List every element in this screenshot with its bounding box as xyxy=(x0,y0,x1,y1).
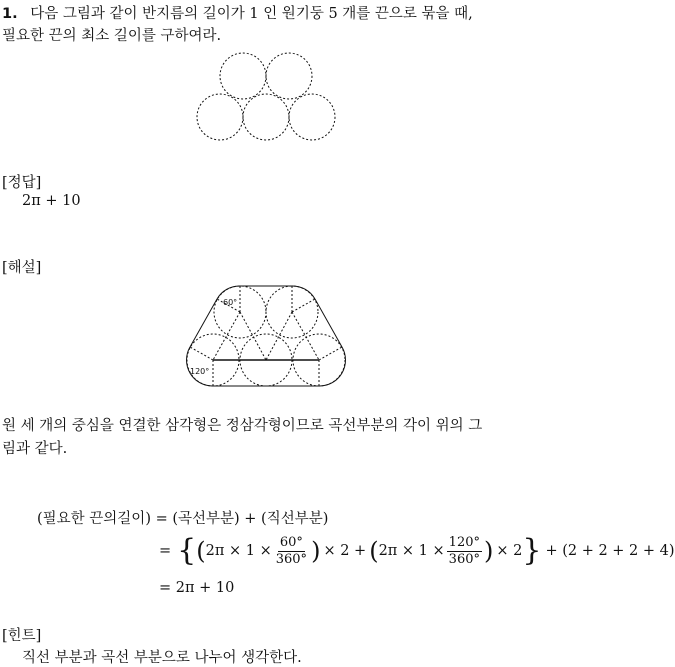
circle-bottom-left xyxy=(197,94,243,140)
problem-number: 1. xyxy=(2,6,18,22)
explanation-text-2: 림과 같다. xyxy=(2,441,68,457)
problem-text-1: 다음 그림과 같이 반지름의 길이가 1 인 원기둥 5 개를 끈으로 묶을 때, xyxy=(30,6,473,22)
equation-line-2: = { ( 2π × 1 × $\frac{60^\circ}{360^\circ}$ ) × 2 + ( 2π × 1 × $\frac{120^\circ}{360^\circ}$ ) × 2 } + (2 + 2 + 2 + 4) xyxy=(159,533,675,568)
times-two: × 2 xyxy=(496,543,523,559)
equals-sign: = xyxy=(159,543,172,559)
equation-result: = 2π + 10 xyxy=(159,580,235,596)
circle-bottom-right xyxy=(289,94,335,140)
equation-line-1: (필요한 끈의길이) = (곡선부분) + (직선부분) xyxy=(37,511,329,527)
times-two-plus: × 2 + xyxy=(323,543,367,559)
fraction-60-360: $\frac{60^\circ}{360^\circ}$ xyxy=(275,534,308,567)
angle-label-60: 60° xyxy=(223,298,238,307)
problem-line-1 xyxy=(2,2,473,23)
answer-value: 2π + 10 xyxy=(22,193,81,209)
term-2pi-a: 2π × 1 × xyxy=(205,543,272,559)
problem-text-2: 필요한 끈의 최소 길이를 구하여라. xyxy=(2,28,222,44)
answer-label: [정답] xyxy=(2,175,42,191)
plus-sum: + (2 + 2 + 2 + 4) xyxy=(545,543,675,559)
angle-label-120: 120° xyxy=(190,367,210,376)
hint-text: 직선 부분과 곡선 부분으로 나누어 생각한다. xyxy=(22,650,302,666)
circle-top-left xyxy=(220,53,266,99)
circle-bottom-middle xyxy=(243,94,289,140)
explanation-figure xyxy=(183,285,349,393)
circle-top-right xyxy=(266,53,312,99)
term-2pi-b: 2π × 1 × xyxy=(378,543,445,559)
fraction-120-360: $\frac{120^\circ}{360^\circ}$ xyxy=(448,534,480,567)
explanation-label: [해설] xyxy=(2,260,42,276)
explanation-text-1: 원 세 개의 중심을 연결한 삼각형은 정삼각형이므로 곡선부분의 각이 위의 그 xyxy=(2,418,483,434)
cylinders-figure xyxy=(195,52,340,144)
hint-label: [힌트] xyxy=(2,628,42,644)
